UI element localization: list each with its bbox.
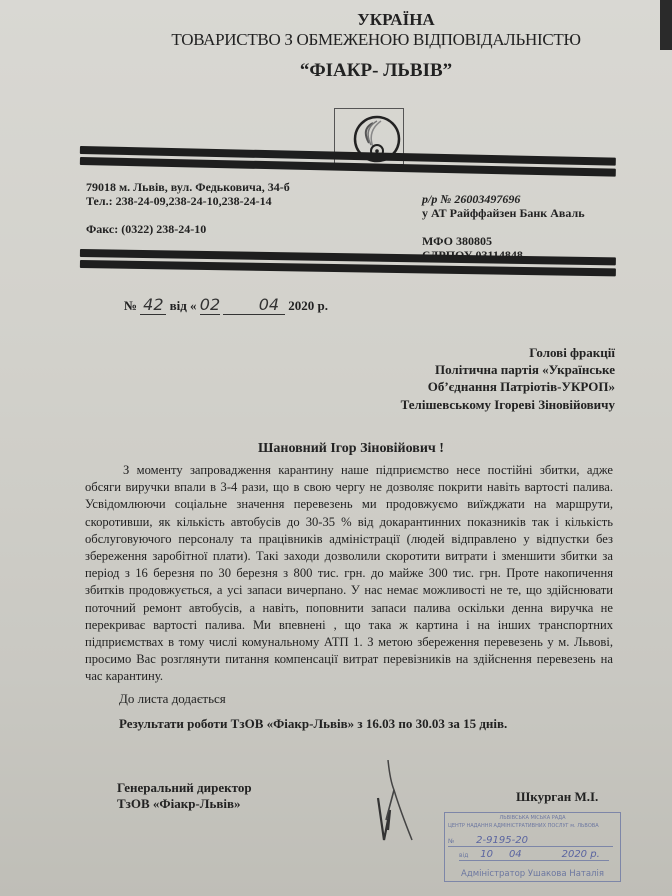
stamp-date-label: від	[459, 852, 469, 859]
company-address: 79018 м. Львів, вул. Федьковича, 34-б	[86, 180, 290, 194]
registration-stamp	[444, 812, 621, 882]
signatory-title: Генеральний директор	[117, 780, 252, 795]
handwritten-signature	[360, 760, 440, 870]
letterhead-country: УКРАЇНА	[357, 10, 435, 29]
greeting: Шановний Ігор Зіновійович !	[258, 441, 444, 456]
bank-name: у АТ Райффайзен Банк Аваль	[422, 206, 585, 220]
stamp-authority: ЛЬВІВСЬКА МІСЬКА РАДА	[499, 815, 566, 821]
stamp-center: ЦЕНТР НАДАННЯ АДМІНІСТРАТИВНИХ ПОСЛУГ м. ЛЬВОВА	[448, 823, 599, 829]
company-fax: Факс: (0322) 238-24-10	[86, 222, 207, 236]
letter-body: З моменту запровадження карантину наше підприємство несе постійні збитки, адже обсяги виручки впали в 3-4 рази, що в свою чергу не дозволяє покрити навіть вартості палива. Усвідомлюючи соціальне значення перевезень ми продовжуємо виїжджати на маршрути, скоротивши, як кількість автобусів до 30-35 % від докарантинних показників так і кількість обслуговуючого персоналу та працівників адміністрації (людей відправлено у відпустки без збереження заробітної плати). Такі заходи дозволили скоротити витрати і зменшити збитки за період з 16 березня по 30 березня з 800 тис. грн. до майже 300 тис. грн. Проте накопичення збитків продовжується, а усі запаси вичерпано. У нас немає можливості не те, що здійснювати поточний ремонт автобусів, а навіть, поповнити запаси палива оскільки денна виручка не перекриває вартості палива. Ми впевнені , що така ж картина і на інших транспортних підприємствах в тому числі комунальному АТП 1. З метою збереження перевезень у м. Львові, просимо Вас розглянути питання компенсації витрат перевізників на здійснення перевезень на час карантину.	[85, 463, 613, 684]
stamp-date-month: 04	[508, 849, 522, 860]
signatory-company: ТзОВ «Фіакр-Львів»	[117, 796, 241, 811]
letter-reference	[124, 295, 328, 315]
letterhead-company-type: ТОВАРИСТВО З ОБМЕЖЕНОЮ ВІДПОВІДАЛЬНІСТЮ	[171, 30, 581, 49]
recipient-line: Голові фракції	[529, 345, 615, 360]
stamp-date-day: 10	[480, 849, 494, 860]
recipient-line: Об’єднання Патріотів-УКРОП»	[427, 379, 615, 394]
company-phones: Тел.: 238-24-09,238-24-10,238-24-14	[86, 194, 272, 208]
reference-year: 2020 р.	[288, 298, 329, 313]
reference-month: 04	[223, 295, 285, 315]
reference-from-label: від «	[169, 298, 197, 313]
stamp-date-year: 2020 р.	[561, 849, 600, 860]
attachment-text: Результати роботи ТзОВ «Фіакр-Львів» з 16.03 по 30.03 за 15 днів.	[119, 716, 508, 731]
reference-number: 42	[140, 295, 166, 315]
stamp-administrator: Адміністратор Ушакова Наталія	[461, 869, 604, 879]
bank-mfo: МФО 380805	[422, 234, 492, 248]
signatory-name: Шкурган М.І.	[516, 789, 599, 804]
reference-day: 02	[199, 295, 221, 314]
stamp-date-row	[459, 849, 609, 861]
recipient-line: Телішевському Ігореві Зіновійовичу	[400, 397, 615, 412]
stamp-no-label: №	[448, 838, 455, 845]
bank-account: р/р № 26003497696	[422, 192, 521, 206]
attachment-label: До листа додається	[119, 691, 226, 706]
letterhead-company-name: “ФІАКР- ЛЬВІВ”	[299, 60, 453, 81]
stamp-number-row	[448, 835, 613, 847]
stamp-reg-number: 2-9195-20	[476, 835, 528, 846]
recipient-line: Політична партія «Українське	[434, 362, 615, 377]
reference-no-label: №	[124, 298, 138, 313]
